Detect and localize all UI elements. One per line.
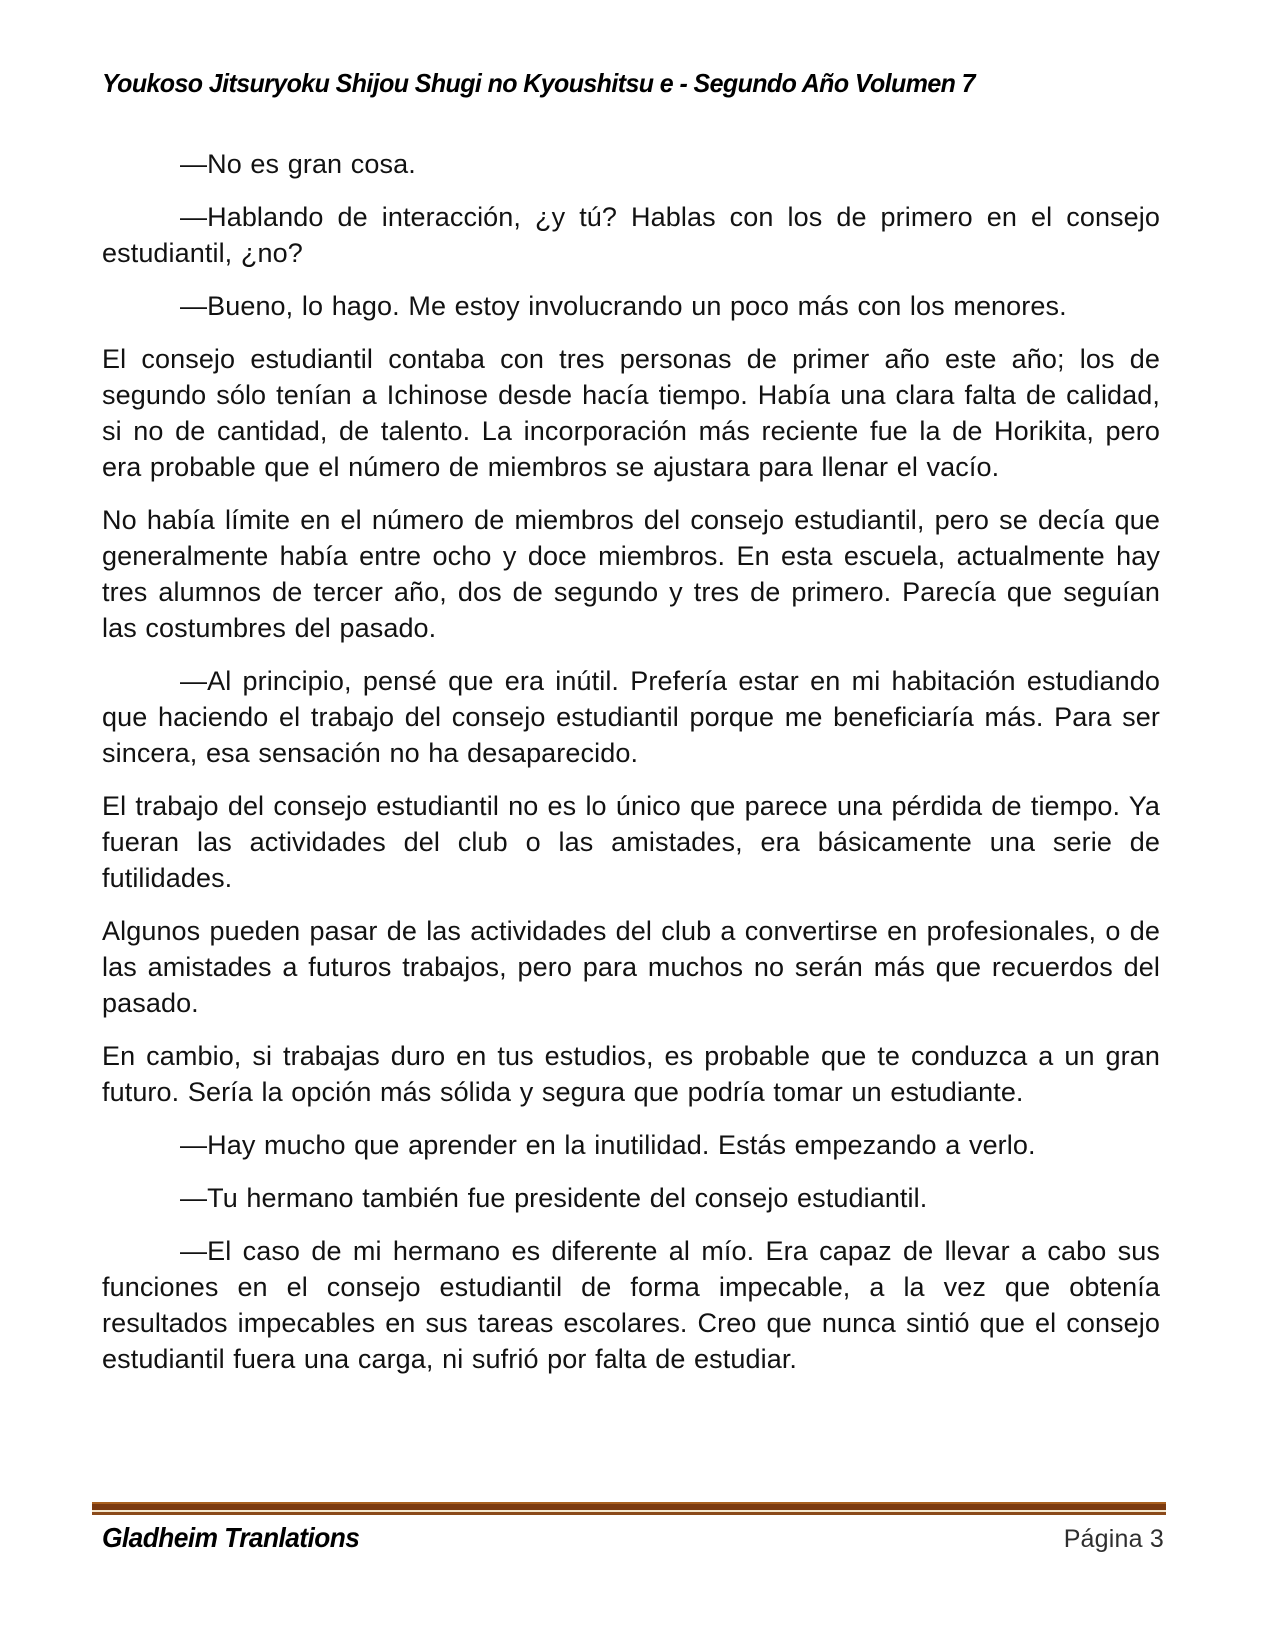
paragraph: El consejo estudiantil contaba con tres personas de primer año este año; los de segundo sólo tenían a Ichinose desde hacía tiempo. Había una clara falta de calidad, si no de cantidad, de talento. La incorporación más reciente fue la de Horikita, pero era probable que el número de miembros se ajustara para llenar el vacío. xyxy=(102,344,1160,482)
footer-rule xyxy=(92,1502,1166,1515)
paragraph: —No es gran cosa. xyxy=(180,149,416,179)
paragraph: —Hay mucho que aprender en la inutilidad. Estás empezando a verlo. xyxy=(180,1130,1036,1160)
paragraph: —El caso de mi hermano es diferente al mío. Era capaz de llevar a cabo sus funciones en el consejo estudiantil de forma impecable, a la vez que obtenía resultados impecables en sus tareas escolares. Creo que nunca sintió que el consejo estudiantil fuera una carga, ni sufrió por falta de estudiar. xyxy=(102,1236,1160,1374)
footer-page-number: 3 xyxy=(1149,1525,1164,1553)
paragraph: El trabajo del consejo estudiantil no es lo único que parece una pérdida de tiempo. Ya fueran las actividades del club o las amistades, era básicamente una serie de futilidades. xyxy=(102,791,1160,893)
document-title: Youkoso Jitsuryoku Shijou Shugi no Kyoushitsu e - Segundo Año Volumen 7 xyxy=(102,68,975,98)
paragraph: En cambio, si trabajas duro en tus estudios, es probable que te conduzca a un gran futuro. Sería la opción más sólida y segura que podría tomar un estudiante. xyxy=(102,1041,1160,1107)
footer-page-indicator xyxy=(1064,1525,1164,1554)
paragraph: —Tu hermano también fue presidente del consejo estudiantil. xyxy=(180,1183,928,1213)
page-header xyxy=(102,68,1163,99)
paragraph: —Bueno, lo hago. Me estoy involucrando un poco más con los menores. xyxy=(180,291,1067,321)
paragraph: —Hablando de interacción, ¿y tú? Hablas con los de primero en el consejo estudiantil, ¿no? xyxy=(102,202,1160,268)
paragraph: No había límite en el número de miembros del consejo estudiantil, pero se decía que generalmente había entre ocho y doce miembros. En esta escuela, actualmente hay tres alumnos de tercer año, dos de segundo y tres de primero. Parecía que seguían las costumbres del pasado. xyxy=(102,505,1160,643)
page-footer xyxy=(102,1522,1164,1554)
document-body xyxy=(102,146,1160,1394)
footer-page-label: Página xyxy=(1063,1525,1143,1553)
paragraph: —Al principio, pensé que era inútil. Prefería estar en mi habitación estudiando que haciendo el trabajo del consejo estudiantil porque me beneficiaría más. Para ser sincera, esa sensación no ha desaparecido. xyxy=(102,666,1160,768)
footer-translator-credit: Gladheim Tranlations xyxy=(102,1522,360,1553)
paragraph: Algunos pueden pasar de las actividades del club a convertirse en profesionales, o de las amistades a futuros trabajos, pero para muchos no serán más que recuerdos del pasado. xyxy=(102,916,1160,1018)
